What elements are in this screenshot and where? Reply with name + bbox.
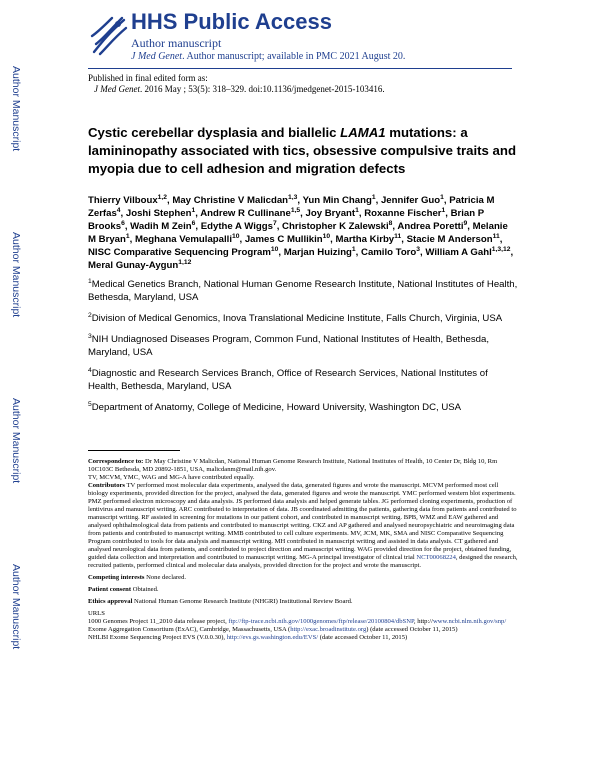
url3-tail: (date accessed October 11, 2015) <box>318 634 408 641</box>
url2-text: Exome Aggregation Consortium (ExAC), Cambridge, Massachusetts, USA ( <box>88 626 291 633</box>
citation-journal: J Med Genet <box>94 84 140 94</box>
header-journal-name: J Med Genet <box>131 51 183 62</box>
header-divider <box>88 68 512 69</box>
author-affiliation-marker: 1 <box>355 206 359 214</box>
affiliation-item <box>88 312 518 325</box>
author-manuscript-side-label: Author Manuscript <box>10 66 22 152</box>
ethics-text: National Human Genome Research Institute (NHGRI) Institutional Review Board. <box>132 598 353 605</box>
author-name: Jennifer Guo <box>380 195 441 206</box>
author-separator: , <box>300 208 306 219</box>
author-separator: , <box>120 208 126 219</box>
author-separator: , <box>443 195 450 206</box>
author-affiliation-marker: 4 <box>116 206 121 214</box>
author-name: Meral Gunay-Aygun <box>88 260 179 271</box>
author-name: Edythe A Wiggs <box>200 221 273 232</box>
consent-label: Patient consent <box>88 586 132 593</box>
clinical-trial-link[interactable]: NCT00068224 <box>416 554 456 561</box>
publication-info <box>88 73 385 95</box>
url3-link[interactable]: http://evs.gs.washington.edu/EVS/ <box>226 634 319 641</box>
affiliation-number: 4 <box>88 366 92 374</box>
url2-link[interactable]: http://exac.broadinstitute.org <box>290 626 367 633</box>
affiliation-number: 1 <box>88 277 92 285</box>
competing-label: Competing interests <box>88 574 145 581</box>
author-separator: , <box>467 221 473 232</box>
footnotes <box>88 458 518 646</box>
url1-link2[interactable]: www.ncbi.nlm.nih.gov/snp/ <box>432 618 507 625</box>
contributors-text: TV performed most molecular data experiments, analysed the data, generated figures and wrote the manuscript. MCVM performed most cell biology experiments, provided direction for the project, analysed the data, generated figures and wrote the manuscript. YMC performed western blot experiments. PMZ performed electron microscopy and data analysis. JS performed data analysis and helped generate tables. JG performed cloning experiments, production of lentivirus and manuscript writing. ARC contributed to interpretation of data. JB coordinated admitting the patients, gathering data from patients and contributed to manuscript writing. RF assisted in screening for mutations in our patient cohort, and contributed in manuscript writing. BPB, WMZ and EAW gathered and analysed ophthalmological data from patients and contributed to manuscript writing. CKZ and AP gathered and analysed neuropsychiatric and neuroimaging data from patients and contributed to manuscript writing. MMB contributed to cell culture experiments. MV, JCM, MK, SMA and NISC Comparative Sequencing Program contributed to tools for data analysis and manuscript writing. MH contributed in manuscript writing and assisted in data analysis. CT gathered and analysed neurological data from patients, and contributed to project direction and manuscript writing. WAG provided direction for the project, obtained funding, guided data collection and interpretation and contributed to manuscript writing. MG-A principal investigator of clinical trial <box>88 482 517 561</box>
citation-details: . 2016 May ; 53(5): 318–329. doi:10.1136/jmedgenet-2015-103416. <box>139 84 385 94</box>
author-affiliation-marker: 1,2 <box>157 193 168 201</box>
author-affiliation-marker: 3 <box>416 245 421 253</box>
author-name: Melanie M Bryan <box>88 221 508 245</box>
author-separator: , <box>445 208 451 219</box>
author-separator: , <box>124 221 131 232</box>
affiliation-number: 3 <box>88 332 92 340</box>
urls-section <box>88 610 518 642</box>
hhs-logo-icon <box>88 12 130 58</box>
affiliation-text: NIH Undiagnosed Diseases Program, Common Fund, National Institutes of Health, Bethesda, Maryland, USA <box>88 334 490 358</box>
published-line: Published in final edited form as: <box>88 73 208 83</box>
title-part-1: Cystic cerebellar dysplasia and biallelic <box>88 125 341 140</box>
affiliation-text: Medical Genetics Branch, National Human Genome Research Institute, National Institutes of Health, Bethesda, Maryland, USA <box>88 279 518 303</box>
author-separator: , <box>392 221 398 232</box>
author-affiliation-marker: 6 <box>121 219 125 227</box>
contributors-tail: , designed the research, recruited patients, performed clinical and molecular data analysis, provided direction for the project and wrote the manuscript. <box>88 554 518 569</box>
article-title <box>88 124 518 178</box>
affiliation-item <box>88 333 518 359</box>
page-header-title: HHS Public Access <box>131 9 332 34</box>
author-separator: , <box>401 234 407 245</box>
author-affiliation-marker: 1 <box>441 206 446 214</box>
affiliation-number: 2 <box>88 311 92 319</box>
author-name: Yun Min Chang <box>302 195 372 206</box>
url1-text: 1000 Genomes Project 11_2010 data release project, <box>88 618 229 625</box>
author-affiliation-marker: 10 <box>322 232 331 240</box>
author-affiliation-marker: 1 <box>351 245 356 253</box>
affiliation-item <box>88 401 518 414</box>
author-manuscript-side-label: Author Manuscript <box>10 232 22 318</box>
author-separator: , <box>195 208 201 219</box>
author-name: Marjan Huizing <box>283 247 352 258</box>
author-separator: , <box>358 208 365 219</box>
affiliation-item <box>88 367 518 393</box>
ethics-note <box>88 598 518 606</box>
contributors-label: Contributors <box>88 482 125 489</box>
author-name: Andrea Poretti <box>397 221 464 232</box>
author-name: Meghana Vemulapalli <box>134 234 232 245</box>
author-name: May Christine V Malicdan <box>172 195 289 206</box>
author-separator: , <box>330 234 336 245</box>
author-name: Camilo Toro <box>361 247 417 258</box>
affiliation-text: Department of Anatomy, College of Medicine, Howard University, Washington DC, USA <box>91 402 462 413</box>
affiliation-item <box>88 278 518 304</box>
author-name: Patricia M Zerfas <box>88 195 495 219</box>
author-separator: , <box>167 195 173 206</box>
author-name: Andrew R Cullinane <box>200 208 291 219</box>
author-affiliation-marker: 1 <box>191 206 196 214</box>
author-affiliation-marker: 7 <box>272 219 277 227</box>
author-affiliation-marker: 1 <box>440 193 444 201</box>
patient-consent-note <box>88 586 518 594</box>
author-name: NISC Comparative Sequencing Program <box>88 247 271 258</box>
affiliation-text: Diagnostic and Research Services Branch, Office of Research Services, National Institutes of Health, Bethesda, Maryland, USA <box>88 368 488 392</box>
affiliation-text: Division of Medical Genomics, Inova Translational Medicine Institute, Falls Church, Virginia, USA <box>91 313 503 324</box>
consent-text: Obtained. <box>131 586 159 593</box>
author-separator: , <box>375 195 381 206</box>
author-separator: , <box>276 221 283 232</box>
page-header-subtitle: Author manuscript <box>131 36 222 50</box>
correspondence-text: Dr May Christine V Malicdan, National Human Genome Research Institute, National Institutes of Health, 10 Center Dr, Bldg 10, Rm 10C103C Bethesda, MD 20892-1851, USA, malicdanm@mail.nih.gov. <box>88 458 498 473</box>
author-separator: , <box>297 195 303 206</box>
url3-text: NHLBI Exome Sequencing Project EVS (V.0.0.30), <box>88 634 227 641</box>
footnote-divider <box>88 450 180 451</box>
author-affiliation-marker: 1 <box>371 193 376 201</box>
author-affiliation-marker: 1,3 <box>288 193 298 201</box>
author-name: James C Mullikin <box>244 234 323 245</box>
author-affiliation-marker: 11 <box>394 232 402 240</box>
author-name: William A Gahl <box>425 247 492 258</box>
ethics-label: Ethics approval <box>88 598 133 605</box>
author-separator: , <box>420 247 426 258</box>
author-affiliation-marker: 6 <box>191 219 196 227</box>
author-affiliation-marker: 10 <box>270 245 279 253</box>
author-separator: , <box>510 247 514 258</box>
affiliation-list <box>88 278 518 422</box>
header-availability-text: . Author manuscript; available in PMC 2021 August 20. <box>182 51 406 62</box>
author-name: Thierry Vilboux <box>88 195 158 206</box>
urls-label: URLS <box>88 610 105 617</box>
author-separator: , <box>499 234 503 245</box>
author-affiliation-marker: 1,3,12 <box>491 245 511 253</box>
author-name: Brian P Brooks <box>88 208 485 232</box>
author-name: Joy Bryant <box>305 208 356 219</box>
author-list <box>88 194 518 272</box>
author-affiliation-marker: 1,12 <box>178 258 192 266</box>
equal-contribution-note: TV, MCVM, YMC, WAG and MG-A have contributed equally. <box>88 474 255 481</box>
title-part-2: mutations: a lamininopathy associated with tics, obsessive compulsive traits and myopia due to cell adhesion and migration defects <box>88 125 516 176</box>
author-name: Stacie M Anderson <box>406 234 493 245</box>
author-name: Joshi Stephen <box>125 208 192 219</box>
author-name: Roxanne Fischer <box>364 208 442 219</box>
author-separator: , <box>278 247 284 258</box>
url1-tail: , http:// <box>413 618 433 625</box>
author-manuscript-side-label: Author Manuscript <box>10 398 22 484</box>
author-separator: , <box>195 221 201 232</box>
competing-interests-note <box>88 574 518 582</box>
author-separator: , <box>129 234 135 245</box>
header-availability <box>131 51 405 62</box>
author-separator: , <box>239 234 245 245</box>
author-affiliation-marker: 11 <box>492 232 500 240</box>
correspondence-label: Correspondence to: <box>88 458 144 465</box>
author-affiliation-marker: 1 <box>125 232 130 240</box>
author-separator: , <box>355 247 362 258</box>
author-affiliation-marker: 1,5 <box>290 206 301 214</box>
author-affiliation-marker: 9 <box>463 219 468 227</box>
author-name: Martha Kirby <box>335 234 395 245</box>
author-affiliation-marker: 10 <box>232 232 240 240</box>
title-gene: LAMA1 <box>340 125 386 140</box>
author-affiliation-marker: 8 <box>388 219 393 227</box>
author-name: Christopher K Zalewski <box>282 221 389 232</box>
correspondence-note <box>88 458 518 570</box>
author-name: Wadih M Zein <box>130 221 192 232</box>
citation <box>88 84 385 95</box>
competing-text: None declared. <box>144 574 187 581</box>
url2-tail: ) (date accessed October 11, 2015) <box>366 626 458 633</box>
affiliation-number: 5 <box>88 400 92 408</box>
author-manuscript-side-label: Author Manuscript <box>10 564 22 650</box>
url1-link[interactable]: ftp://ftp-trace.ncbi.nih.gov/1000genomes/ftp/release/20100804/dbSNP <box>228 618 414 625</box>
